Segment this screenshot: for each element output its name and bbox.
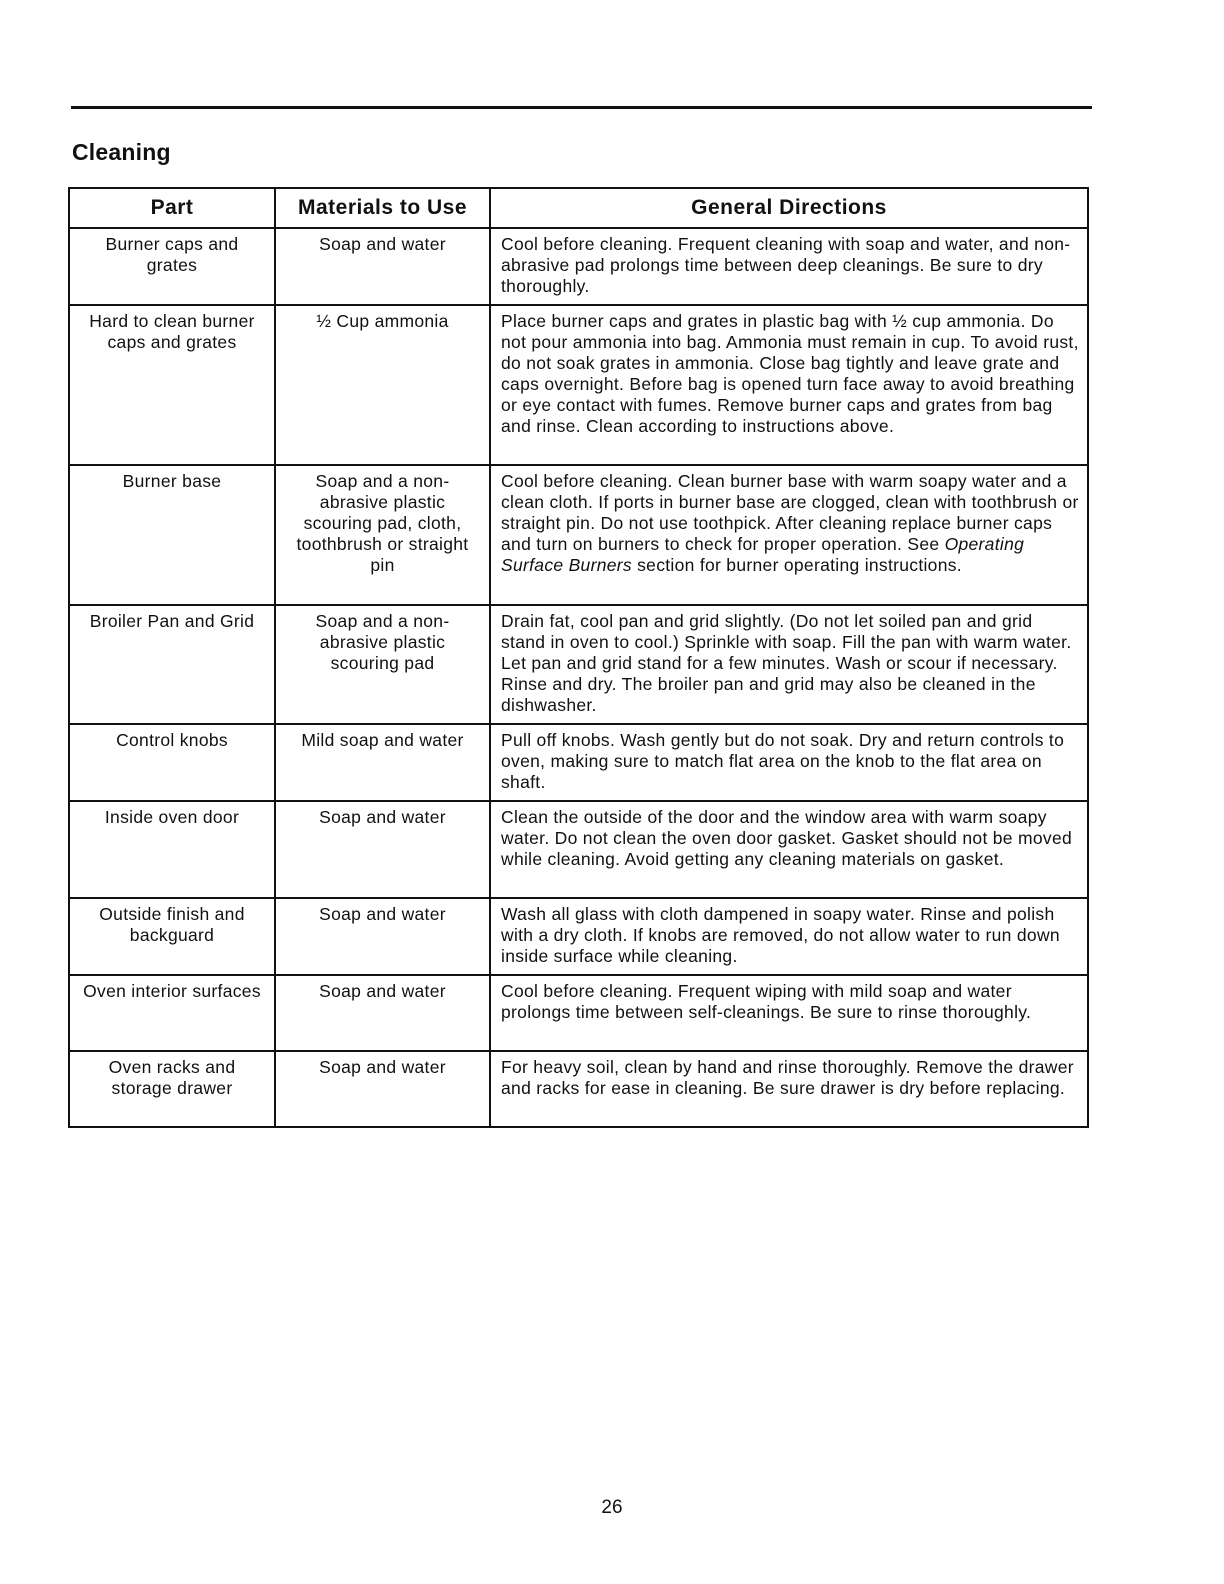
table-row: [69, 898, 1088, 975]
directions-text: Pull off knobs. Wash gently but do not soak. Dry and return controls to oven, making sure to match flat area on the knob to the flat area on shaft.: [501, 730, 1065, 792]
cell-materials: Mild soap and water: [275, 724, 490, 801]
directions-text: Drain fat, cool pan and grid slightly. (Do not let soiled pan and grid stand in oven to cool.) Sprinkle with soap. Fill the pan with warm water. Let pan and grid stand for a few minutes. Wash or scour if necessary. Rinse and dry. The broiler pan and grid may also be cleaned in the dishwasher.: [501, 611, 1072, 715]
directions-text: Place burner caps and grates in plastic bag with ½ cup ammonia. Do not pour ammonia into bag. Ammonia must remain in cup. To avoid rust, do not soak grates in ammonia. Close bag tightly and leave grate and caps overnight. Before bag is opened turn face away to avoid breathing or eye contact with fumes. Remove burner caps and grates from bag and rinse. Clean according to instructions above.: [501, 311, 1079, 436]
directions-text: Cool before cleaning. Frequent wiping with mild soap and water prolongs time between self-cleanings. Be sure to rinse thoroughly.: [501, 981, 1032, 1022]
cell-part: Outside finish and backguard: [69, 898, 275, 975]
cell-directions: [490, 228, 1088, 305]
cell-directions: [490, 975, 1088, 1051]
directions-emphasis: Operating Surface Burners: [501, 534, 1025, 575]
header-row: [69, 188, 1088, 228]
cell-materials: Soap and water: [275, 975, 490, 1051]
cell-materials: Soap and water: [275, 1051, 490, 1127]
cell-directions: [490, 898, 1088, 975]
cell-directions: [490, 305, 1088, 465]
directions-text: Cool before cleaning. Frequent cleaning with soap and water, and non-abrasive pad prolongs time between deep cleanings. Be sure to dry thoroughly.: [501, 234, 1071, 296]
directions-text-after: section for burner operating instructions.: [631, 555, 962, 575]
table-row: [69, 724, 1088, 801]
top-rule: [71, 106, 1092, 109]
directions-text: Cool before cleaning. Clean burner base with warm soapy water and a clean cloth. If ports in burner base are clogged, clean with toothbrush or straight pin. Do not use toothpick. After cleaning replace burner caps and turn on burners to check for proper operation. See: [501, 471, 1079, 554]
cell-directions: [490, 1051, 1088, 1127]
cell-directions: [490, 724, 1088, 801]
cell-part: Broiler Pan and Grid: [69, 605, 275, 724]
table-row: [69, 975, 1088, 1051]
cell-directions: [490, 801, 1088, 898]
cell-part: Inside oven door: [69, 801, 275, 898]
cell-materials: Soap and water: [275, 801, 490, 898]
cell-part: Burner caps and grates: [69, 228, 275, 305]
directions-text: Clean the outside of the door and the window area with warm soapy water. Do not clean the oven door gasket. Gasket should not be moved while cleaning. Avoid getting any cleaning materials on gasket.: [501, 807, 1073, 869]
cell-materials: Soap and water: [275, 228, 490, 305]
cell-materials: Soap and a non-abrasive plastic scouring pad: [275, 605, 490, 724]
table-row: [69, 305, 1088, 465]
table-row: [69, 801, 1088, 898]
cleaning-table: [68, 187, 1089, 1128]
table-row: [69, 465, 1088, 605]
cell-part: Control knobs: [69, 724, 275, 801]
directions-text: Wash all glass with cloth dampened in soapy water. Rinse and polish with a dry cloth. If knobs are removed, do not allow water to run down inside surface while cleaning.: [501, 904, 1060, 966]
cell-materials: Soap and water: [275, 898, 490, 975]
cell-directions: [490, 605, 1088, 724]
cell-directions: [490, 465, 1088, 605]
cell-materials: ½ Cup ammonia: [275, 305, 490, 465]
table-row: [69, 605, 1088, 724]
header-directions: General Directions: [490, 188, 1088, 228]
table-row: [69, 1051, 1088, 1127]
header-part: Part: [69, 188, 275, 228]
directions-text: For heavy soil, clean by hand and rinse thoroughly. Remove the drawer and racks for ease in cleaning. Be sure drawer is dry before replacing.: [501, 1057, 1074, 1098]
cell-part: Burner base: [69, 465, 275, 605]
section-title: Cleaning: [72, 139, 171, 165]
table-row: [69, 228, 1088, 305]
cell-materials: Soap and a non-abrasive plastic scouring pad, cloth, toothbrush or straight pin: [275, 465, 490, 605]
cell-part: Oven racks and storage drawer: [69, 1051, 275, 1127]
page-number: 26: [601, 1497, 623, 1518]
cell-part: Hard to clean burner caps and grates: [69, 305, 275, 465]
cell-part: Oven interior surfaces: [69, 975, 275, 1051]
header-materials: Materials to Use: [275, 188, 490, 228]
